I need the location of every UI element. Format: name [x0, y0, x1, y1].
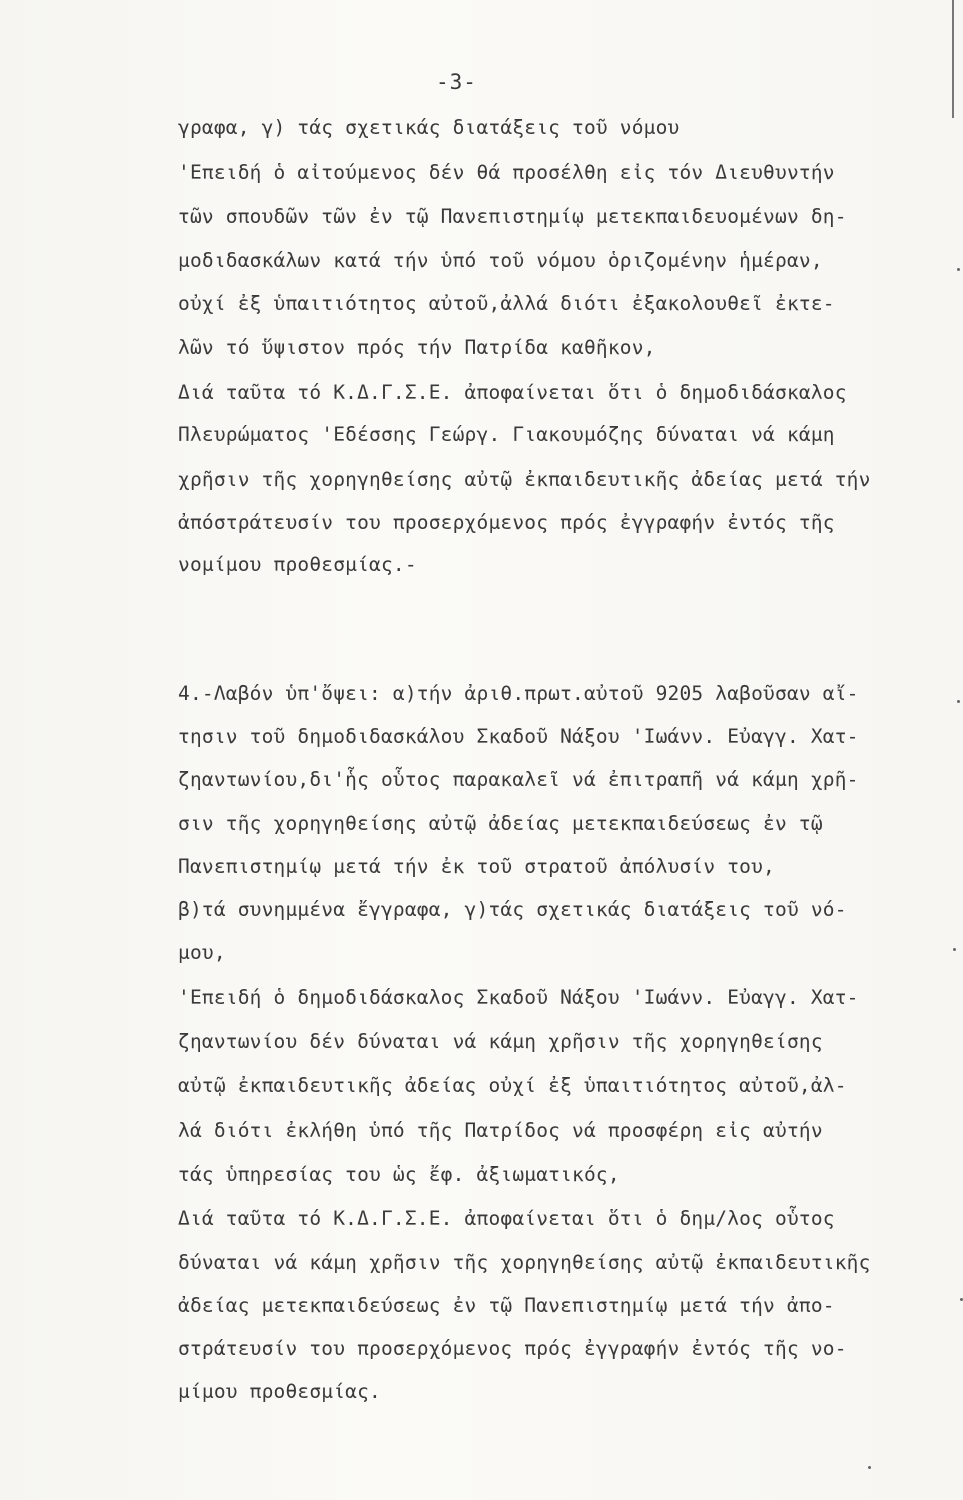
- text-line: λά διότι ἐκλήθη ὑπό τῆς Πατρίδος νά προσφέρη εἰς αὐτήν: [178, 1119, 823, 1142]
- text-line: 'Επειδή ὁ δημοδιδάσκαλος Σκαδοῦ Νάξου 'Ιωάνν. Εὐαγγ. Χατ-: [178, 986, 859, 1009]
- text-line: στράτευσίν του προσερχόμενος πρός ἐγγραφήν ἐντός τῆς νο-: [178, 1337, 847, 1360]
- margin-mark: [953, 948, 956, 951]
- text-line: 'Επειδή ὁ αἰτούμενος δέν θά προσέλθη εἰς τόν Διευθυντήν: [178, 161, 835, 184]
- text-line: ζηαντωνίου δέν δύναται νά κάμη χρῆσιν τῆς χορηγηθείσης: [178, 1030, 823, 1053]
- text-line: τάς ὑπηρεσίας του ὡς ἔφ. ἀξιωματικός,: [178, 1163, 620, 1186]
- text-line: γραφα, γ) τάς σχετικάς διατάξεις τοῦ νόμου: [178, 116, 680, 139]
- text-line: χρῆσιν τῆς χορηγηθείσης αὐτῷ ἐκπαιδευτικῆς ἀδείας μετά τήν: [178, 468, 871, 491]
- margin-mark: [952, 0, 954, 118]
- text-line: Διά ταῦτα τό Κ.Δ.Γ.Σ.Ε. ἀποφαίνεται ὅτι ὁ δημ/λος οὗτος: [178, 1207, 835, 1230]
- text-line: λῶν τό ὕψιστον πρός τήν Πατρίδα καθῆκον,: [178, 336, 656, 359]
- text-line: ἀδείας μετεκπαιδεύσεως ἐν τῷ Πανεπιστημίῳ μετά τήν ἀπο-: [178, 1294, 835, 1317]
- text-line: Διά ταῦτα τό Κ.Δ.Γ.Σ.Ε. ἀποφαίνεται ὅτι ὁ δημοδιδάσκαλος: [178, 381, 847, 404]
- text-line: μοδιδασκάλων κατά τήν ὑπό τοῦ νόμου ὁριζομένην ἡμέραν,: [178, 249, 823, 272]
- text-line: Πλευρώματος 'Εδέσσης Γεώργ. Γιακουμόζης δύναται νά κάμη: [178, 423, 835, 446]
- text-line: δύναται νά κάμη χρῆσιν τῆς χορηγηθείσης αὐτῷ ἐκπαιδευτικῆς: [178, 1251, 871, 1274]
- text-line: τησιν τοῦ δημοδιδασκάλου Σκαδοῦ Νάξου 'Ιωάνν. Εὐαγγ. Χατ-: [178, 725, 859, 748]
- margin-mark: [868, 1466, 871, 1469]
- text-line: 4.-Λαβόν ὑπ'ὄψει: α)τήν ἀριθ.πρωτ.αὐτοῦ 9205 λαβοῦσαν αἴ-: [178, 682, 859, 705]
- margin-mark: [957, 700, 960, 703]
- text-line: Πανεπιστημίῳ μετά τήν ἐκ τοῦ στρατοῦ ἀπόλυσίν του,: [178, 855, 775, 878]
- text-line: σιν τῆς χορηγηθείσης αὐτῷ ἀδείας μετεκπαιδεύσεως ἐν τῷ: [178, 812, 823, 835]
- text-line: β)τά συνημμένα ἔγγραφα, γ)τάς σχετικάς διατάξεις τοῦ νό-: [178, 898, 847, 921]
- text-line: οὐχί ἐξ ὑπαιτιότητος αὐτοῦ,ἀλλά διότι ἐξακολουθεῖ ἐκτε-: [178, 292, 835, 315]
- text-line: μίμου προθεσμίας.: [178, 1380, 381, 1403]
- page-number: -3-: [436, 70, 477, 94]
- margin-mark: [957, 268, 960, 271]
- text-line: ζηαντωνίου,δι'ἧς οὗτος παρακαλεῖ νά ἐπιτραπῆ νά κάμη χρῆ-: [178, 768, 859, 791]
- text-line: ἀπόστράτευσίν του προσερχόμενος πρός ἐγγραφήν ἐντός τῆς: [178, 511, 835, 534]
- text-line: τῶν σπουδῶν τῶν ἐν τῷ Πανεπιστημίῳ μετεκπαιδευομένων δη-: [178, 205, 847, 228]
- text-line: αὐτῷ ἐκπαιδευτικῆς ἀδείας οὐχί ἐξ ὑπαιτιότητος αὐτοῦ,ἀλ-: [178, 1074, 847, 1097]
- text-line: νομίμου προθεσμίας.-: [178, 553, 417, 576]
- text-line: μου,: [178, 941, 226, 964]
